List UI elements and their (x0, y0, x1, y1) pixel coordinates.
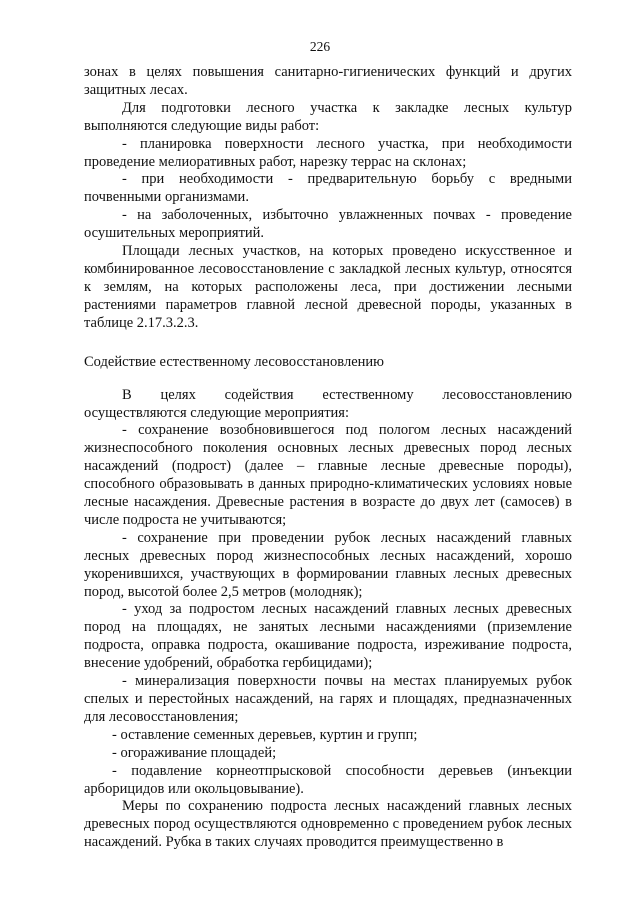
paragraph: - сохранение при проведении рубок лесных насаждений главных лесных древесных пород жизнеспособных лесных насаждений, хорошо укоренившихся, участвующих в формировании главных лесных древесных пород, высотой более 2,5 метров (молодняк); (84, 529, 572, 600)
page-number: 226 (309, 39, 331, 54)
paragraph: Меры по сохранению подроста лесных насаждений главных лесных древесных пород осуществляются одновременно с проведением рубок лесных насаждений. Рубка в таких случаях проводится преимущественно в (84, 798, 572, 851)
paragraph: - сохранение возобновившегося под пологом лесных насаждений жизнеспособного поколения основных лесных древесных пород лесных насаждений (подрост) (далее – главные лесные древесные породы), способного образовывать в данных природно-климатических условиях новые лесные насаждения. Древесные растения в возрасте до двух лет (самосев) в числе подроста не учитываются; (84, 422, 572, 528)
paragraph: - уход за подростом лесных насаждений главных лесных древесных пород на площадях, не занятых лесными насаждениями (приземление подроста, оправка подроста, окашивание подроста, изреживание подроста, внесение удобрений, обработка гербицидами); (84, 601, 572, 672)
paragraph: - подавление корнеотпрысковой способности деревьев (инъекции арборицидов или окольцовывание). (84, 762, 572, 797)
paragraph: Площади лесных участков, на которых проведено искусственное и комбинированное лесовосстановление с закладкой лесных культур, относятся к землям, на которых расположены леса, при достижении лесными растениями параметров главной лесной древесной породы, указанных в таблице 2.17.3.2.3. (84, 243, 572, 331)
paragraph: - при необходимости - предварительную борьбу с вредными почвенными организмами. (84, 171, 572, 206)
paragraph: - планировка поверхности лесного участка, при необходимости проведение мелиоративных работ, нарезку террас на склонах; (84, 135, 572, 170)
paragraph: - огораживание площадей; (112, 744, 277, 761)
paragraph: В целях содействия естественному лесовосстановлению осуществляются следующие мероприятия: (84, 386, 572, 421)
top-paragraphs (84, 64, 572, 333)
paragraph: Для подготовки лесного участка к закладке лесных культур выполняются следующие виды работ: (84, 99, 572, 134)
paragraph: - оставление семенных деревьев, куртин и групп; (112, 726, 418, 743)
paragraph: - на заболоченных, избыточно увлажненных почвах - проведение осушительных мероприятий. (84, 207, 572, 242)
bottom-paragraphs (84, 387, 572, 853)
section-heading: Содействие естественному лесовосстановлению (84, 353, 384, 370)
paragraph: зонах в целях повышения санитарно-гигиенических функций и других защитных лесах. (84, 64, 572, 98)
document-body (84, 64, 572, 852)
paragraph: - минерализация поверхности почвы на местах планируемых рубок спелых и перестойных насаждений, на гарях и площадях, предназначенных для лесовосстановления; (84, 673, 572, 725)
